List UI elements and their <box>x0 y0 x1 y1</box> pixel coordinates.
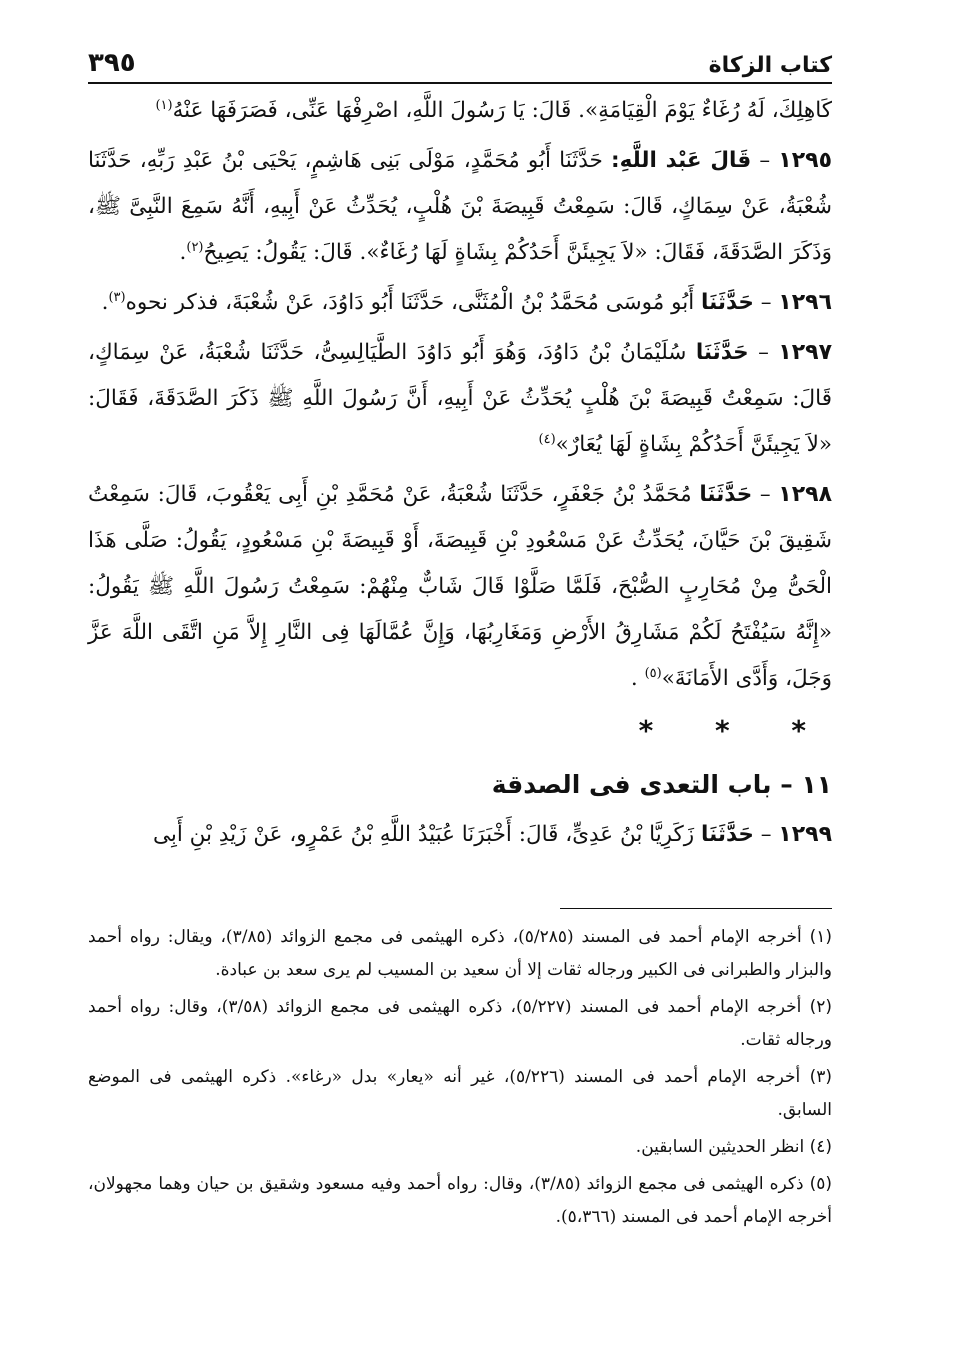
paragraph-text: سُلَيْمَانُ بْنُ دَاوُدَ، وَهُوَ أَبُو دَاوُدَ الطَّيَالِسِىُّ، حَدَّثَنَا شُعْبَةُ، عَنْ سِمَاكٍ، قَالَ: سَمِعْتُ قَبِيصَةَ بْنَ هُلْبٍ يُحَدِّثُ عَنْ أَبِيهِ، أَنَّ رَسُولَ اللَّهِ ﷺ ذَكَرَ الصَّدَقَةَ، فَقَالَ: «لاَ يَجِيئَنَّ أَحَدُكُمْ بِشَاةٍ لَهَا يُعَارٌ» <box>88 340 832 457</box>
page-number: ٣٩٥ <box>88 48 136 78</box>
chapter-heading: ١١ – باب التعدى فى الصدقة <box>491 770 832 799</box>
hadith-paragraph: ١٢٩٨ – حَدَّثَنَا مُحَمَّدُ بْنُ جَعْفَرٍ، حَدَّثَنَا شُعْبَةُ، عَنْ مُحَمَّدِ بْنِ أَبِى يَعْقُوبَ، قَالَ: سَمِعْتُ شَقِيقَ بْنَ حَيَّانَ، يُحَدِّثُ عَنْ مَسْعُودِ بْنِ قَبِيصَةَ، أَوْ قَبِيصَةَ بْنِ مَسْعُودٍ، يَقُولُ: صَلَّى هَذَا الْحَىُّ مِنْ مُحَارِبٍ الصُّبْحَ، فَلَمَّا صَلَّوْا قَالَ شَابٌّ مِنْهُمْ: سَمِعْتُ رَسُولَ اللَّهِ ﷺ يَقُولُ: «إِنَّهُ سَيُفْتَحُ لَكُمْ مَشَارِقُ الأَرْضِ وَمَغَارِبُهَا، وَإِنَّ عُمَّالَهَا فِى النَّارِ إِلاَّ مَنِ اتَّقَى اللَّهَ عَزَّ وَجَلَ، وَأَدَّى الأَمَانَةَ»$^{(٥)}$ . <box>88 482 832 691</box>
footnote-ref: (٤) <box>538 431 556 447</box>
footnotes <box>88 921 832 1234</box>
footnote-text: ذكره الهيثمى فى مجمع الزوائد (٣/٨٥)، وقال: رواه أحمد وفيه مسعود وشقيق بن حيان وهما مجهولان، أخرجه الإمام أحمد فى المسند (٥،٣٦٦). <box>88 1174 832 1227</box>
hadith-lead: حَدَّثَنَا <box>695 340 749 365</box>
hadith-number: ١٢٩٩ <box>778 822 832 847</box>
paragraph-continuation <box>88 88 832 134</box>
footnote-number: (١) <box>809 927 832 947</box>
hadith-number: ١٢٩٥ <box>778 148 832 173</box>
footnote-number: (٣) <box>809 1067 832 1087</box>
paragraph-text: كَاهِلِكَ، لَهُ رُغَاءٌ يَوْمَ الْقِيَامَةِ». قَالَ: يَا رَسُولَ اللَّهِ، اصْرِفْهَا عَنِّى، فَصَرَفَهَا عَنْهُ <box>172 98 832 123</box>
hadith-paragraph: ١٢٩٧ – حَدَّثَنَا سُلَيْمَانُ بْنُ دَاوُدَ، وَهُوَ أَبُو دَاوُدَ الطَّيَالِسِىُّ، حَدَّثَنَا شُعْبَةُ، عَنْ سِمَاكٍ، قَالَ: سَمِعْتُ قَبِيصَةَ بْنَ هُلْبٍ يُحَدِّثُ عَنْ أَبِيهِ، أَنَّ رَسُولَ اللَّهِ ﷺ ذَكَرَ الصَّدَقَةَ، فَقَالَ: «لاَ يَجِيئَنَّ أَحَدُكُمْ بِشَاةٍ لَهَا يُعَارٌ»$^{(٤)}$ <box>88 340 832 457</box>
main-text <box>88 88 832 858</box>
page-header <box>88 36 832 84</box>
hadith-number: ١٢٩٨ <box>778 482 832 507</box>
paragraph-text: أَبُو مُوسَى مُحَمَّدُ بْنُ الْمُثَنَّى، حَدَّثَنَا أَبُو دَاوُدَ، عَنْ شُعْبَةَ، فذكر نحوه <box>125 290 695 315</box>
paragraph-text: مُحَمَّدُ بْنُ جَعْفَرٍ، حَدَّثَنَا شُعْبَةُ، عَنْ مُحَمَّدِ بْنِ أَبِى يَعْقُوبَ، قَالَ: سَمِعْتُ شَقِيقَ بْنَ حَيَّانَ، يُحَدِّثُ عَنْ مَسْعُودِ بْنِ قَبِيصَةَ، أَوْ قَبِيصَةَ بْنِ مَسْعُودٍ، يَقُولُ: صَلَّى هَذَا الْحَىُّ مِنْ مُحَارِبٍ الصُّبْحَ، فَلَمَّا صَلَّوْا قَالَ شَابٌّ مِنْهُمْ: سَمِعْتُ رَسُولَ اللَّهِ ﷺ يَقُولُ: «إِنَّهُ سَيُفْتَحُ لَكُمْ مَشَارِقُ الأَرْضِ وَمَغَارِبُهَا، وَإِنَّ عُمَّالَهَا فِى النَّارِ إِلاَّ مَنِ اتَّقَى اللَّهَ عَزَّ وَجَلَ، وَأَدَّى الأَمَانَةَ» <box>88 482 832 691</box>
footnote-ref: (٢) <box>186 239 204 255</box>
footnote-ref: (٥) <box>644 665 662 681</box>
footnote <box>88 921 832 987</box>
footnote <box>88 1061 832 1127</box>
footnote-text: انظر الحديثين السابقين. <box>635 1137 805 1157</box>
hadith-number: ١٢٩٧ <box>778 340 832 365</box>
footnote <box>88 1131 832 1164</box>
footnote-number: (٤) <box>809 1137 832 1157</box>
hadith-lead: حَدَّثَنَا <box>701 822 754 847</box>
paragraph-end: . <box>179 240 187 265</box>
hadith-number: ١٢٩٦ <box>778 290 832 315</box>
footnote-ref: (٣) <box>108 289 126 305</box>
book-page <box>88 36 832 1238</box>
paragraph-end: . <box>630 666 645 691</box>
running-title: كتاب الزكاة <box>708 53 832 78</box>
hadith-lead: قَالَ عَبْد اللَّهِ: <box>610 148 752 173</box>
hadith-lead: حَدَّثَنَا <box>701 290 754 315</box>
footnote-divider <box>560 908 832 909</box>
footnote-text: أخرجه الإمام أحمد فى المسند (٥/٢٢٧)، ذكره الهيثمى فى مجمع الزوائد (٣/٥٨)، وقال: رواه أحمد ورجاله ثقات. <box>88 997 832 1050</box>
paragraph-end: . <box>101 290 109 315</box>
hadith-paragraph: ١٢٩٩ – حَدَّثَنَا زَكَرِيَّا بْنُ عَدِىٍّ، قَالَ: أَخْبَرَنَا عُبَيْدُ اللَّهِ بْنُ عَمْرٍو، عَنْ زَيْدِ بْنِ أَبِى <box>152 822 832 847</box>
footnote <box>88 1168 832 1234</box>
footnote-text: أخرجه الإمام أحمد فى المسند (٥/٢٢٦)، غير أنه «يعار» بدل «رغاء». ذكره الهيثمى فى الموضع السابق. <box>88 1067 832 1120</box>
footnote-number: (٥) <box>809 1174 832 1194</box>
hadith-lead: حَدَّثَنَا <box>699 482 753 507</box>
paragraph-text: زَكَرِيَّا بْنُ عَدِىٍّ، قَالَ: أَخْبَرَنَا عُبَيْدُ اللَّهِ بْنُ عَمْرٍو، عَنْ زَيْدِ بْنِ أَبِى <box>152 822 695 847</box>
hadith-paragraph: ١٢٩٦ – حَدَّثَنَا أَبُو مُوسَى مُحَمَّدُ بْنُ الْمُثَنَّى، حَدَّثَنَا أَبُو دَاوُدَ، عَنْ شُعْبَةَ، فذكر نحوه$^{(٣)}$. <box>101 289 832 315</box>
footnote <box>88 991 832 1057</box>
hadith-paragraph: ١٢٩٥ – قَالَ عَبْد اللَّهِ: حَدَّثَنَا أَبُو مُحَمَّدٍ، مَوْلَى بَنِى هَاشِمٍ، يَحْيَى بْنُ عَبْدِ رَبِّهِ، حَدَّثَنَا شُعْبَةُ، عَنْ سِمَاكٍ، قَالَ: سَمِعْتُ قَبِيصَةَ بْنَ هُلْبٍ، يُحَدِّثُ عَنْ أَبِيهِ، أَنَّهُ سَمِعَ النَّبِىَّ ﷺ، وَذَكَرَ الصَّدَقَةَ، فَقَالَ: «لاَ يَجِيئَنَّ أَحَدُكُمْ بِشَاةٍ لَهَا رُغَاءٌ». قَالَ: يَقُولُ: يَصِيحُ$^{(٢)}$. <box>88 148 832 265</box>
paragraph-text: حَدَّثَنَا أَبُو مُحَمَّدٍ، مَوْلَى بَنِى هَاشِمٍ، يَحْيَى بْنُ عَبْدِ رَبِّهِ، حَدَّثَنَا شُعْبَةُ، عَنْ سِمَاكٍ، قَالَ: سَمِعْتُ قَبِيصَةَ بْنَ هُلْبٍ، يُحَدِّثُ عَنْ أَبِيهِ، أَنَّهُ سَمِعَ النَّبِىَّ ﷺ، وَذَكَرَ الصَّدَقَةَ، فَقَالَ: «لاَ يَجِيئَنَّ أَحَدُكُمْ بِشَاةٍ لَهَا رُغَاءٌ». قَالَ: يَقُولُ: يَصِيحُ <box>88 148 832 265</box>
footnote-ref: (١) <box>155 97 173 113</box>
section-separator: * * * <box>638 714 832 747</box>
footnote-number: (٢) <box>809 997 832 1017</box>
footnote-text: أخرجه الإمام أحمد فى المسند (٥/٢٨٥)، ذكره الهيثمى فى مجمع الزوائد (٣/٨٥)، ويقال: رواه أحمد والبزار والطبرانى فى الكبير ورجاله ثقات إلا أن سعيد بن المسيب لم يرى سعد بن عبادة. <box>88 927 832 980</box>
